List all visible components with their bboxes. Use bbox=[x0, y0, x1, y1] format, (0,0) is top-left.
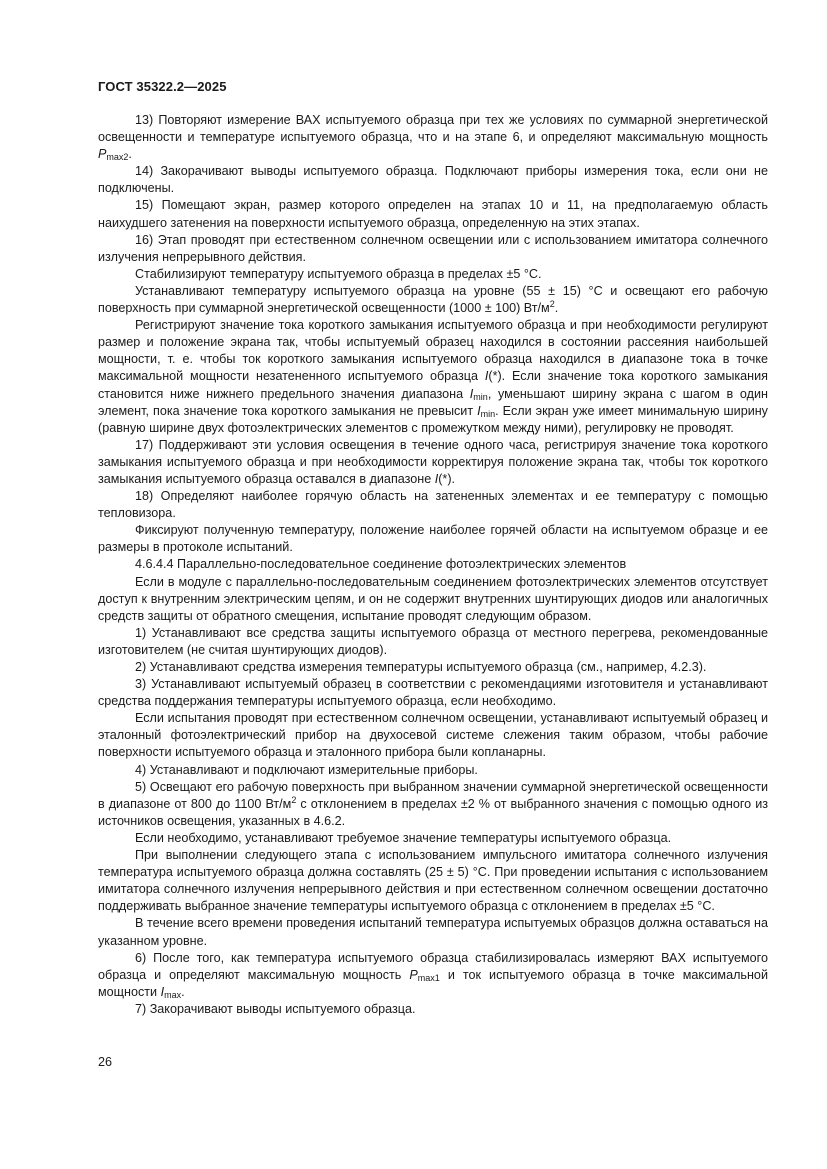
section-heading: 4.6.4.4 Параллельно-последовательное соединение фотоэлектрических элементов bbox=[135, 557, 627, 572]
paragraph: 3) Устанавливают испытуемый образец в соответствии с рекомендациями изготовителя и устанавливают средства поддержания температуры испытуемого образца, если необходимо. bbox=[98, 677, 768, 709]
paragraph: 18) Определяют наиболее горячую область на затененных элементах и ее температуру с помощью тепловизора. bbox=[98, 489, 768, 521]
paragraph: 13) Повторяют измерение ВАХ испытуемого образца при тех же условиях по суммарной энергетической освещенности и температуре испытуемого образца, что и на этапе 6, и определяют максимальную мощность $P_{max2}$. bbox=[98, 113, 768, 163]
paragraph: 5) Освещают его рабочую поверхность при выбранном значении суммарной энергетической освещенности в диапазоне от 800 до 1100 $Вт/м^2$ с отклонением в пределах ±2 % от выбранного значения с помощью одного из источников освещения, указанных в 4.6.2. bbox=[98, 779, 769, 828]
paragraph: В течение всего времени проведения испытаний температура испытуемых образцов должна оставаться на указанном уровне. bbox=[98, 916, 768, 948]
paragraph: 14) Закорачивают выводы испытуемого образца. Подключают приборы измерения тока, если они не подключены. bbox=[98, 164, 768, 196]
paragraph: При выполнении следующего этапа с использованием импульсного имитатора солнечного излучения температура испытуемого образца должна составлять (25 ± 5) °C. При проведении испытания с использованием имитатора солнечного излучения непрерывного действия и при естественном солнечном освещении достаточно поддерживать выбранное значение температуры испытуемого образца с отклонением в пределах ±5 °C. bbox=[98, 848, 768, 914]
paragraph: 15) Помещают экран, размер которого определен на этапах 10 и 11, на предполагаемую область наихудшего затенения на поверхности испытуемого образца, определенную на этих этапах. bbox=[98, 198, 768, 230]
paragraph: Если необходимо, устанавливают требуемое значение температуры испытуемого образца. bbox=[135, 830, 672, 845]
paragraph: 17) Поддерживают эти условия освещения в течение одного часа, регистрируя значение тока короткого замыкания испытуемого образца и при необходимости корректируя положение экрана так, чтобы ток короткого замыкания испытуемого образца оставался в диапазоне I(*). bbox=[98, 437, 768, 486]
paragraph: 7) Закорачивают выводы испытуемого образца. bbox=[135, 1001, 416, 1016]
paragraph: Устанавливают температуру испытуемого образца на уровне (55 ± 15) °C и освещают его рабочую поверхность при суммарной энергетической освещенности (1000 ± 100) $Вт/м^2$. bbox=[98, 283, 768, 316]
document-header: ГОСТ 35322.2—2025 bbox=[98, 79, 227, 94]
paragraph: 1) Устанавливают все средства защиты испытуемого образца от местного перегрева, рекомендованные изготовителем (не считая шунтирующих диодов). bbox=[98, 625, 768, 657]
paragraph: 16) Этап проводят при естественном солнечном освещении или с использованием имитатора солнечного излучения непрерывного действия. bbox=[98, 232, 768, 264]
paragraph: Регистрируют значение тока короткого замыкания испытуемого образца и при необходимости регулируют размер и положение экрана так, чтобы испытуемый образец находился в состоянии рассеяния наибольшей мощности, т. е. чтобы ток короткого замыкания испытуемого образца находился в диапазоне тока в точке максимальной мощности незатененного испытуемого образца I(*). Если значение тока короткого замыкания становится ниже нижнего предельного значения диапазона $I_{min}$, уменьшают ширину экрана с шагом в один элемент, пока значение тока короткого замыкания не превысит $I_{min}$. Если экран уже имеет минимальную ширину (равную ширине двух фотоэлектрических элементов с промежутком между ними), регулировку не проводят. bbox=[98, 318, 768, 435]
paragraph: Если испытания проводят при естественном солнечном освещении, устанавливают испытуемый образец и эталонный фотоэлектрический прибор на двухосевой системе слежения таким образом, чтобы рабочие поверхности испытуемого образца и эталонного прибора были копланарны. bbox=[98, 711, 768, 760]
paragraph: Если в модуле с параллельно-последовательным соединением фотоэлектрических элементов отсутствует доступ к внутренним электрическим цепям, и он не содержит внутренних шунтирующих диодов или аналогичных средств защиты от обратного смещения, испытание проводят следующим образом. bbox=[98, 574, 768, 623]
document-body bbox=[98, 112, 768, 1018]
paragraph: Стабилизируют температуру испытуемого образца в пределах ±5 °C. bbox=[135, 266, 542, 281]
page-number: 26 bbox=[98, 1055, 113, 1069]
paragraph: Фиксируют полученную температуру, положение наиболее горячей области на испытуемом образце и ее размеры в протоколе испытаний. bbox=[98, 523, 768, 555]
paragraph: 2) Устанавливают средства измерения температуры испытуемого образца (см., например, 4.2.3). bbox=[135, 660, 707, 674]
paragraph: 6) После того, как температура испытуемого образца стабилизировалась измеряют ВАХ испытуемого образца и определяют максимальную мощность $P_{max1}$ и ток испытуемого образца в точке максимальной мощности $I_{max}$. bbox=[98, 950, 768, 1000]
paragraph: 4) Устанавливают и подключают измерительные приборы. bbox=[135, 762, 478, 777]
